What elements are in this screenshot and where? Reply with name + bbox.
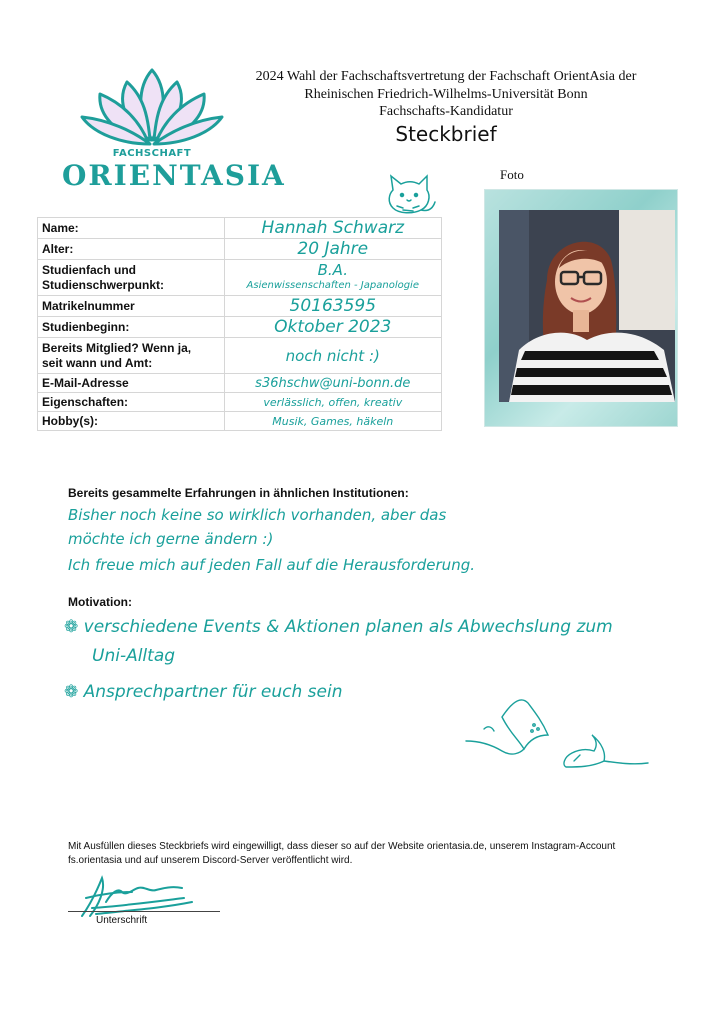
value-name: Hannah Schwarz: [224, 218, 441, 239]
table-row: [38, 338, 442, 374]
experience-line-2: möchte ich gerne ändern :): [68, 530, 274, 548]
table-row: [38, 218, 442, 239]
label-matriculation: Matrikelnummer: [38, 296, 225, 317]
value-member: noch nicht :): [224, 338, 441, 374]
cat-doodle-icon: [383, 170, 438, 220]
document-header: [230, 68, 662, 121]
motivation-bullet-2: ❁ Ansprechpartner für euch sein: [64, 682, 343, 702]
label-name: Name:: [38, 218, 225, 239]
value-study-degree: B.A.: [317, 260, 348, 279]
portrait-photo: [499, 210, 675, 402]
value-matriculation: 50163595: [224, 296, 441, 317]
label-hobbies: Hobby(s):: [38, 412, 225, 431]
profile-table: [37, 217, 442, 431]
experience-heading: Bereits gesammelte Erfahrungen in ähnlichen Institutionen:: [68, 486, 409, 500]
label-study: Studienfach und Studienschwerpunkt:: [38, 260, 225, 296]
signature-line: [68, 911, 220, 912]
lotus-icon: [62, 62, 242, 152]
motivation-bullet-1: ❁ verschiedene Events & Aktionen planen als Abwechslung zum: [64, 617, 613, 637]
table-row: [38, 239, 442, 260]
value-email: s36hschw@uni-bonn.de: [224, 374, 441, 393]
header-line-1: 2024 Wahl der Fachschaftsvertretung der Fachschaft OrientAsia der: [255, 69, 637, 84]
table-row: [38, 374, 442, 393]
value-study: [224, 260, 441, 296]
motivation-heading: Motivation:: [68, 595, 132, 609]
table-row: [38, 296, 442, 317]
motivation-bullet-1-cont: Uni-Alltag: [92, 646, 176, 666]
header-line-2: Rheinischen Friedrich-Wilhelms-Universität Bonn: [304, 86, 588, 102]
header-line-3: Fachschafts-Kandidatur: [379, 104, 513, 119]
label-traits: Eigenschaften:: [38, 393, 225, 412]
flower-bullet-icon: ❁: [64, 617, 84, 637]
table-row: [38, 260, 442, 296]
experience-line-3: Ich freue mich auf jeden Fall auf die Herausforderung.: [68, 556, 475, 574]
label-start: Studienbeginn:: [38, 317, 225, 338]
photo-label: Foto: [500, 167, 524, 182]
value-hobbies: Musik, Games, häkeln: [224, 412, 441, 431]
signature: [72, 872, 200, 920]
label-email: E-Mail-Adresse: [38, 374, 225, 393]
flower-bullet-icon: ❁: [64, 682, 84, 702]
experience-line-1: Bisher noch keine so wirklich vorhanden, aber das: [68, 506, 447, 524]
signature-label: Unterschrift: [96, 915, 148, 926]
value-study-focus: Asienwissenschaften - Japanologie: [246, 279, 419, 291]
consent-text: Mit Ausfüllen dieses Steckbriefs wird eingewilligt, dass dieser so auf der Website orientasia.de, unserem Instagram-Account fs.orientasia und auf unserem Discord-Server veröffentlicht wird.: [68, 841, 616, 866]
logo-small-text: FACHSCHAFT: [112, 148, 192, 159]
value-age: 20 Jahre: [224, 239, 441, 260]
orientasia-logo: [62, 62, 286, 197]
table-row: [38, 317, 442, 338]
table-row: [38, 393, 442, 412]
label-age: Alter:: [38, 239, 225, 260]
table-row: [38, 412, 442, 431]
page-title: Steckbrief: [395, 122, 497, 146]
value-traits: verlässlich, offen, kreativ: [224, 393, 441, 412]
manta-ray-doodle-icon: [462, 695, 652, 785]
logo-big-text: ORIENTASIA: [62, 159, 286, 192]
label-member: Bereits Mitglied? Wenn ja, seit wann und Amt:: [38, 338, 225, 374]
value-start: Oktober 2023: [224, 317, 441, 338]
